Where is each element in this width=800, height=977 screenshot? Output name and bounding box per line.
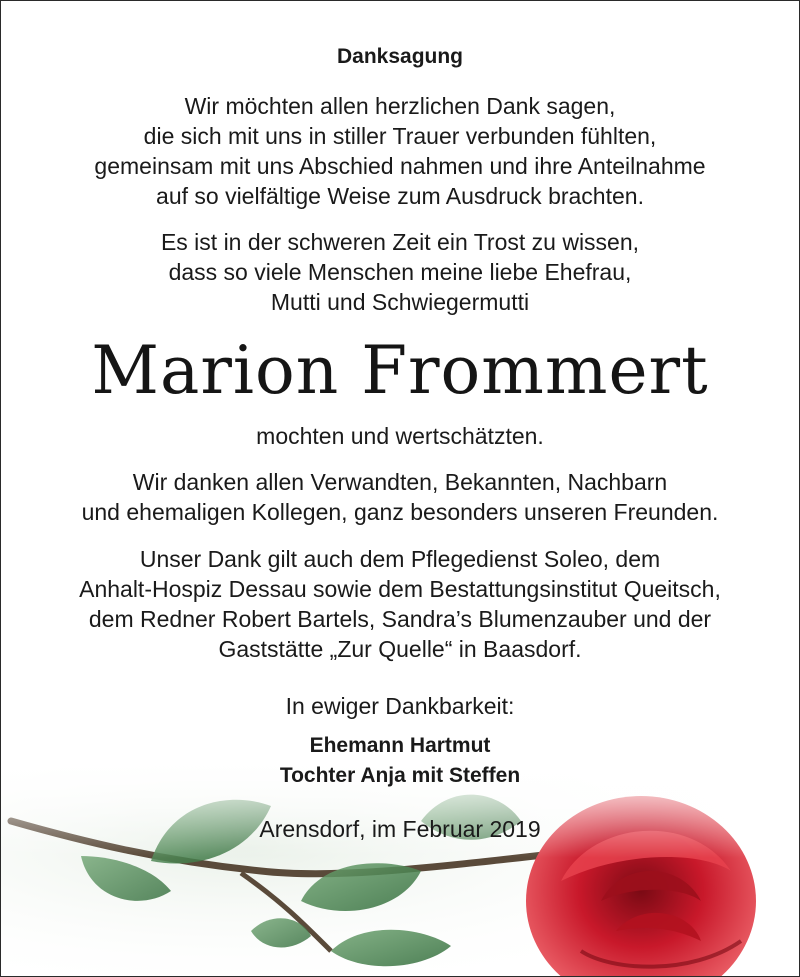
notice-heading: Danksagung (336, 45, 464, 68)
text-line: die sich mit uns in stiller Trauer verbunden fühlten, (143, 123, 657, 149)
rose-decoration-image (1, 761, 799, 976)
text-line: Mutti und Schwiegermutti (270, 289, 530, 315)
text-line: Es ist in der schweren Zeit ein Trost zu wissen, (160, 229, 640, 255)
text-line: gemeinsam mit uns Abschied nahmen und ihre Anteilnahme (94, 153, 706, 179)
family-thanks-paragraph (1, 467, 799, 527)
appreciation-line: mochten und wertschätzten. (256, 423, 544, 449)
text-line: Wir danken allen Verwandten, Bekannten, Nachbarn (132, 469, 668, 495)
text-line: Unser Dank gilt auch dem Pflegedienst Soleo, dem (139, 546, 661, 572)
text-line: dass so viele Menschen meine liebe Ehefrau, (168, 259, 632, 285)
signer-line: Tochter Anja mit Steffen (279, 764, 521, 787)
closing-line: In ewiger Dankbarkeit: (285, 693, 515, 719)
services-thanks-paragraph (1, 544, 799, 664)
signer-line: Ehemann Hartmut (309, 734, 491, 757)
text-line: Anhalt-Hospiz Dessau sowie dem Bestattungsinstitut Queitsch, (79, 576, 721, 602)
text-line: Wir möchten allen herzlichen Dank sagen, (184, 93, 616, 119)
comfort-paragraph (1, 227, 799, 317)
deceased-name: Marion Frommert (91, 332, 709, 409)
text-line: Gaststätte „Zur Quelle“ in Baasdorf. (218, 636, 582, 662)
text-line: dem Redner Robert Bartels, Sandra’s Blumenzauber und der (88, 606, 712, 632)
thanks-paragraph (1, 91, 799, 211)
place-date: Arensdorf, im Februar 2019 (259, 816, 541, 842)
text-line: und ehemaligen Kollegen, ganz besonders unseren Freunden. (81, 499, 719, 525)
signers (1, 731, 799, 791)
text-line: auf so vielfältige Weise zum Ausdruck brachten. (156, 183, 644, 209)
